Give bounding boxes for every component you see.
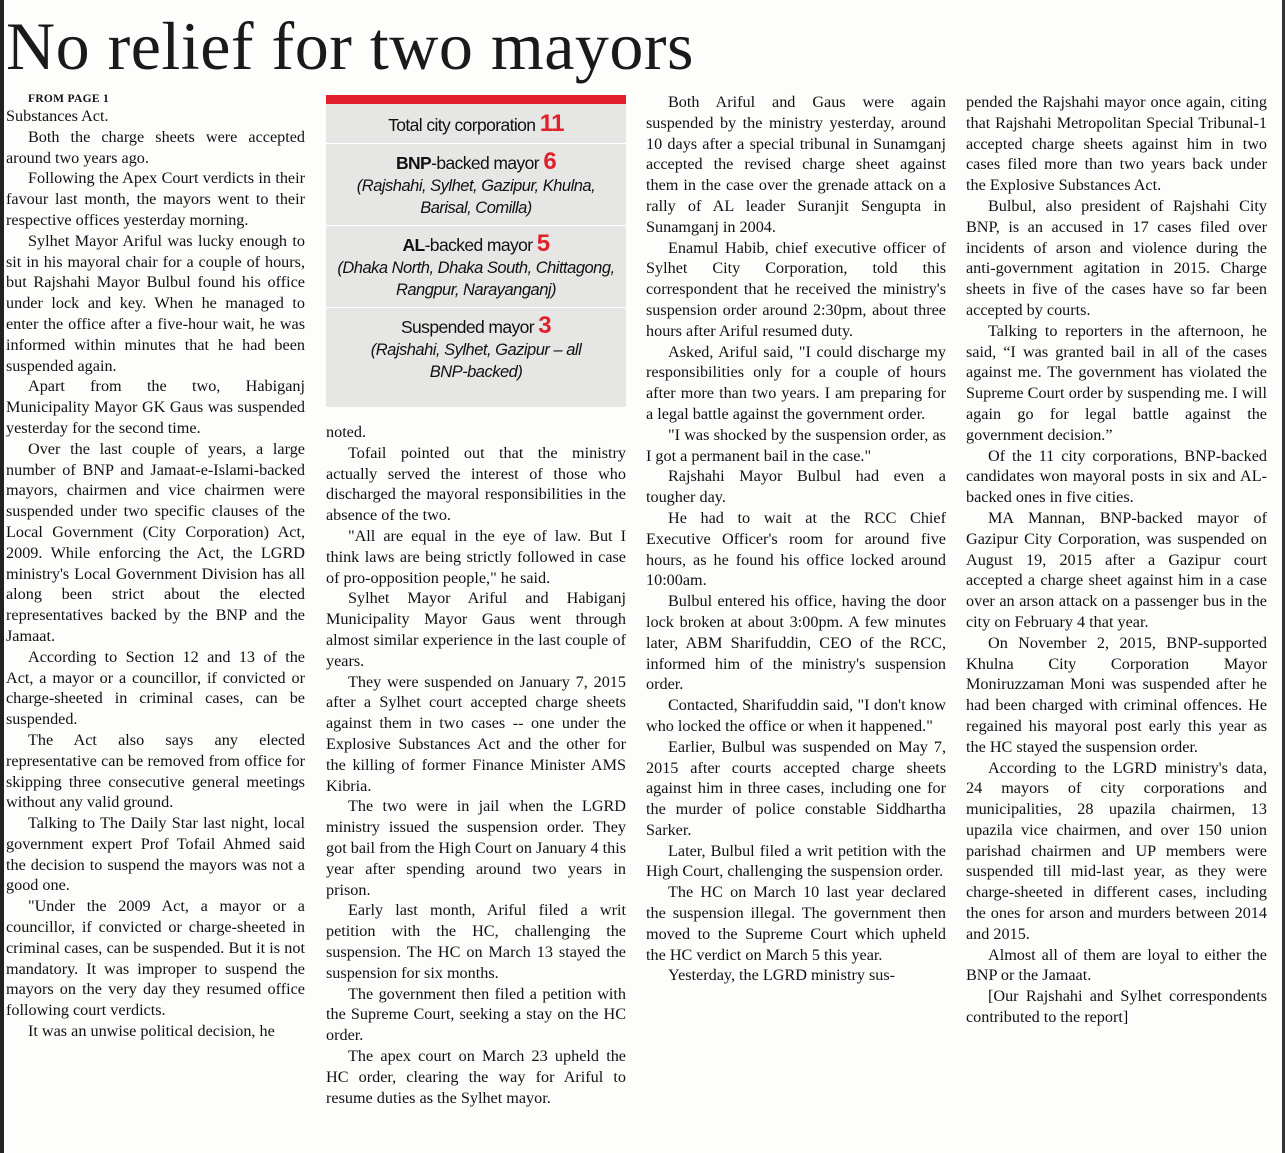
paragraph: Bulbul, also president of Rajshahi City BNP, is an accused in 17 cases filed over incidents of arson and violence during the anti-government agitation in 2015. Charge sheets in five of the cases have so far been accepted by courts. <box>966 196 1267 319</box>
paragraph: Following the Apex Court verdicts in their favour last month, the mayors went to their respective offices yesterday morning. <box>6 169 305 229</box>
paragraph: The apex court on March 23 upheld the HC order, clearing the way for Ariful to resume duties as the Sylhet mayor. <box>326 1046 626 1107</box>
page-left-rule <box>0 0 4 1153</box>
paragraph: Apart from the two, Habiganj Municipality Mayor GK Gaus was suspended yesterday for the second time. <box>6 377 305 437</box>
fact-bnp-value: 6 <box>543 148 557 175</box>
paragraph: noted. <box>326 423 367 441</box>
fact-bnp-suffix: -backed mayor <box>431 153 540 173</box>
paragraph: The Act also says any elected representative can be removed from office for skipping three consecutive general meetings without any valid ground. <box>6 730 305 812</box>
paragraph: Substances Act. <box>6 107 109 125</box>
fact-total-label: Total city corporation <box>388 115 536 135</box>
fact-suspended-value: 3 <box>538 312 552 339</box>
paragraph: The HC on March 10 last year declared the suspension illegal. The government then moved to the Supreme Court which upheld the HC verdict on March 5 this year. <box>646 883 946 964</box>
fact-bnp-party: BNP <box>395 153 432 173</box>
paragraph: Enamul Habib, chief executive officer of Sylhet City Corporation, told this correspondent that he received the ministry's suspension order around 2:30pm, about three hours after Ariful resumed duty. <box>646 238 946 340</box>
fact-al-party: AL <box>402 235 425 255</box>
paragraph: According to Section 12 and 13 of the Act, a mayor or a councillor, if convicted or charge-sheeted in criminal cases, can be suspended. <box>6 647 305 729</box>
paragraph: Over the last couple of years, a large number of BNP and Jamaat-e-Islami-backed mayors, chairmen and vice chairmen were suspended under two specific clauses of the Local Government (City Corporation) Act, 2009. While enforcing the Act, the LGRD ministry's Local Government Division has all along been strict about the elected representatives backed by the BNP and the Jamaat. <box>6 439 305 645</box>
headline: No relief for two mayors <box>6 8 695 84</box>
paragraph: "I was shocked by the suspension order, as I got a permanent bail in the case." <box>646 425 946 465</box>
paragraph: The government then filed a petition with the Supreme Court, seeking a stay on the HC order. <box>326 984 626 1045</box>
paragraph: [Our Rajshahi and Sylhet correspondents contributed to the report] <box>966 987 1267 1027</box>
fact-box <box>326 95 626 407</box>
paragraph: Of the 11 city corporations, BNP-backed candidates won mayoral posts in six and AL-backed ones in five cities. <box>966 446 1267 507</box>
continuation-kicker: FROM PAGE 1 <box>28 93 110 105</box>
paragraph: Sylhet Mayor Ariful and Habiganj Municipality Mayor Gaus went through almost similar experience in the last couple of years. <box>326 589 626 670</box>
fact-suspended-label: Suspended mayor <box>400 317 535 337</box>
paragraph: It was an unwise political decision, he <box>28 1022 275 1041</box>
paragraph: Both the charge sheets were accepted around two years ago. <box>6 127 305 167</box>
paragraph: He had to wait at the RCC Chief Executive Officer's room for around five hours, as he found his office locked around 10:00am. <box>646 508 946 590</box>
fact-al-row <box>326 226 626 307</box>
paragraph: "Under the 2009 Act, a mayor or a councillor, if convicted or charge-sheeted in criminal cases, can be suspended. But it is not mandatory. It was improper to suspend the mayors on the very day they resumed office following court verdicts. <box>6 897 305 1020</box>
paragraph: pended the Rajshahi mayor once again, citing that Rajshahi Metropolitan Special Tribunal-1 accepted charge sheets against him in two cases filed more than two years back under the Explosive Substances Act. <box>966 93 1267 195</box>
paragraph: Asked, Ariful said, "I could discharge my responsibilities only for a couple of hours after more than two years. I am preparing for a legal battle against the government order. <box>646 342 946 423</box>
paragraph: On November 2, 2015, BNP-supported Khulna City Corporation Mayor Moniruzzaman Moni was suspended after he had been charged with criminal offences. He regained his mayoral post early this year as the HC stayed the suspension order. <box>966 633 1267 756</box>
fact-total-value: 11 <box>539 110 564 137</box>
paragraph: According to the LGRD ministry's data, 24 mayors of city corporations and municipalities, 28 upazila chairmen, 13 upazila vice chairmen, and over 150 union parishad chairmen and UP members were suspended till mid-last year, as they were charge-sheeted in different cases, including the ones for arson and murders between 2014 and 2015. <box>966 758 1267 943</box>
paragraph: Almost all of them are loyal to either the BNP or the Jamaat. <box>966 945 1267 985</box>
paragraph: MA Mannan, BNP-backed mayor of Gazipur City Corporation, was suspended on August 19, 2015 after a Gazipur court accepted a charge sheet against him in a case over an arson attack on a passenger bus in the city on February 4 that year. <box>966 508 1267 631</box>
paragraph: They were suspended on January 7, 2015 after a Sylhet court accepted charge sheets against them in two cases -- one under the Explosive Substances Act and the other for the killing of former Finance Minister AMS Kibria. <box>326 672 626 795</box>
paragraph: Bulbul entered his office, having the door lock broken at about 3:00pm. A few minutes later, ABM Sharifuddin, CEO of the RCC, informed him of the ministry's suspension order. <box>646 592 946 694</box>
paragraph: Contacted, Sharifuddin said, "I don't know who locked the office or when it happened." <box>646 696 946 735</box>
paragraph: Both Ariful and Gaus were again suspended by the ministry yesterday, around 10 days after a special tribunal in Sunamganj accepted the revised charge sheet against them in the case over the grenade attack on a rally of AL leader Suranjit Sengupta in Sunamganj in 2004. <box>646 93 946 236</box>
paragraph: Tofail pointed out that the ministry actually served the interest of those who discharged the mayoral responsibilities in the absence of the two. <box>326 443 626 525</box>
fact-bnp-list: (Rajshahi, Sylhet, Gazipur, Khulna, Barisal, Comilla) <box>356 177 596 217</box>
paragraph: Talking to reporters in the afternoon, he said, “I was granted bail in all of the cases against me. The government has violated the Supreme Court order by suspending me. I will again go for legal battle against the government decision.” <box>966 321 1267 444</box>
article-column-2 <box>326 422 626 1152</box>
paragraph: "All are equal in the eye of law. But I think laws are being strictly followed in case of pro-opposition people," he said. <box>326 526 626 587</box>
paragraph: Early last month, Ariful filed a writ petition with the HC, challenging the suspension. The HC on March 13 stayed the suspension for six months. <box>326 901 626 982</box>
fact-suspended-row <box>326 308 626 383</box>
paragraph: Yesterday, the LGRD ministry sus- <box>668 966 896 985</box>
paragraph: Talking to The Daily Star last night, local government expert Prof Tofail Ahmed said the decision to suspend the mayors was not a good one. <box>6 814 305 895</box>
paragraph: Earlier, Bulbul was suspended on May 7, 2015 after courts accepted charge sheets against him in three cases, including one for the murder of police constable Siddhartha Sarker. <box>646 737 946 839</box>
fact-al-suffix: -backed mayor <box>424 235 533 255</box>
fact-al-list: (Dhaka North, Dhaka South, Chittagong, Rangpur, Narayanganj) <box>337 259 615 299</box>
fact-bnp-row <box>326 144 626 225</box>
paragraph: Rajshahi Mayor Bulbul had even a tougher day. <box>646 467 946 507</box>
article-column-3 <box>646 92 946 1152</box>
article-column-1 <box>6 92 305 1152</box>
fact-suspended-list: (Rajshahi, Sylhet, Gazipur – all BNP-backed) <box>370 341 582 381</box>
fact-total-row <box>326 104 626 143</box>
paragraph: Later, Bulbul filed a writ petition with the High Court, challenging the suspension order. <box>646 841 946 881</box>
paragraph: The two were in jail when the LGRD ministry issued the suspension order. They got bail from the High Court on January 4 this year after spending around two years in prison. <box>326 797 626 899</box>
article-column-4 <box>966 92 1267 1152</box>
fact-al-value: 5 <box>536 230 550 257</box>
paragraph: Sylhet Mayor Ariful was lucky enough to sit in his mayoral chair for a couple of hours, but Rajshahi Mayor Bulbul found his office under lock and key. When he managed to enter the office after a five-hour wait, he was informed within minutes that he had been suspended again. <box>6 231 305 375</box>
